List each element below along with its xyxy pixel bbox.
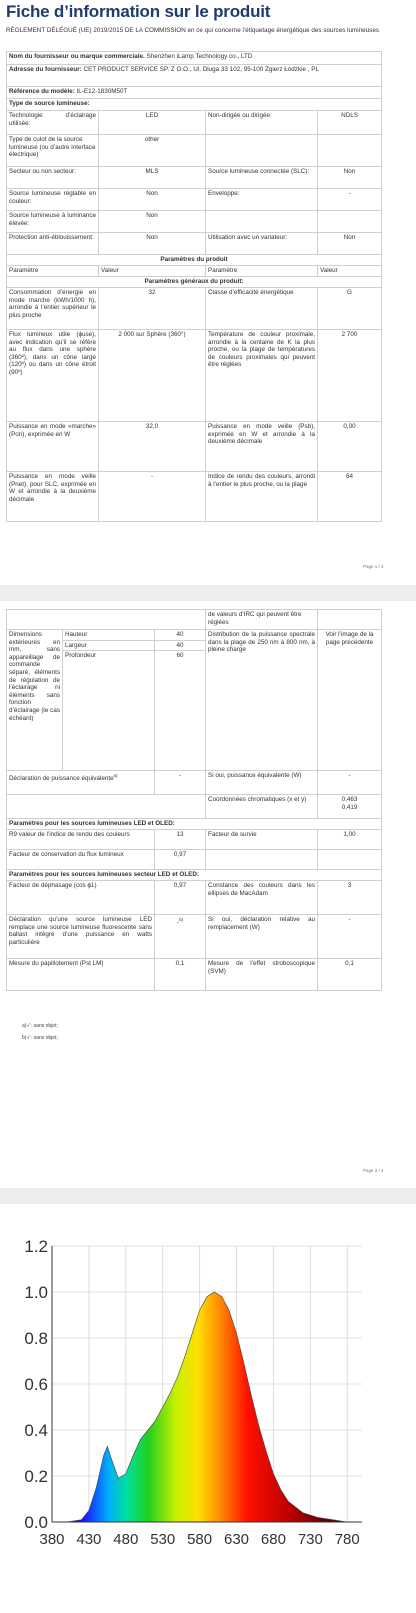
width-label: Largeur xyxy=(63,640,155,651)
height-label: Hauteur xyxy=(63,630,155,641)
supplier-name-row xyxy=(7,52,382,65)
regulation-text: RÈGLEMENT DÉLÉGUÉ (UE) 2019/2015 DE LA COMMISSION en ce qui concerne l’étiquetage énergétique des sources lumineuses xyxy=(6,27,379,34)
energy-label: Consommation d’énergie en mode marche (kWh/1000 h), arrondie à l’entier supérieur le plus proche xyxy=(7,288,99,330)
y-tick-label-4: 0.8 xyxy=(24,1329,48,1348)
x-tick-labels xyxy=(39,1531,359,1548)
mains-label: Secteur ou non secteur: xyxy=(7,167,99,189)
cct-value: 2 700 xyxy=(318,330,382,422)
strobe-label: Mesure de l’effet stroboscopique (SVM) xyxy=(206,959,318,991)
survival-value: 1,00 xyxy=(318,830,382,850)
y-tick-labels xyxy=(24,1237,48,1532)
pf-value: 0,97 xyxy=(155,881,206,915)
on-power-value: 32,0 xyxy=(99,422,206,472)
cri-value: 84 xyxy=(318,472,382,522)
x-tick-label-7: 730 xyxy=(297,1531,323,1548)
model-value: IL-E12-1830M50T xyxy=(76,88,128,95)
chroma-label: Coordonnées chromatiques (x et y) xyxy=(206,795,318,819)
product-info-table-cont xyxy=(6,609,382,991)
r9-value: 13 xyxy=(155,830,206,850)
connected-value: Non xyxy=(318,167,382,189)
spectral-distribution-chart xyxy=(0,1204,416,1608)
dimmer-value: Non xyxy=(318,233,382,255)
section-led: Paramètres pour les sources lumineuses LED et OLED: xyxy=(7,819,382,830)
flux-value: 2 000 sur Sphère (360°) xyxy=(99,330,206,422)
chroma-x: 0,463 xyxy=(341,796,358,804)
high-lum-label: Source lumineuse à luminance élevée: xyxy=(7,211,99,233)
dimensions-label: Dimensions extérieures en mm, sans appareillage de commande séparé, éléments de régulation de l’éclairage ni éléments sans fonction d’éclairage (le cas échéant) xyxy=(7,630,63,771)
flux-label: Flux lumineux utile (ϕuse), avec indication qu’il se réfère au flux dans une sphère (360º), dans un cône large (120º) ou dans un cône étroit (90º) xyxy=(7,330,99,422)
glare-value: Non xyxy=(99,233,206,255)
equiv-power-value: - xyxy=(318,771,382,795)
spd-value: Voir l’image de la page précédente xyxy=(318,630,382,771)
replace-power-value: - xyxy=(318,915,382,959)
tech-value: LED xyxy=(99,111,206,135)
product-info-table xyxy=(6,51,382,522)
macadam-value: 3 xyxy=(318,881,382,915)
maint-label: Facteur de conservation du flux lumineux xyxy=(7,850,155,870)
cap-value: other xyxy=(99,135,206,167)
height-value: 40 xyxy=(155,630,206,641)
cri-label-cont: de valeurs d’IRC qui peuvent être réglées xyxy=(206,610,318,630)
hdr-param: Paramètre xyxy=(7,266,99,277)
dimmer-label: Utilisation avec un variateur: xyxy=(206,233,318,255)
model-label: Référence du modèle: xyxy=(9,88,75,95)
section-general: Paramètres généraux du produit: xyxy=(7,277,382,288)
depth-value: 60 xyxy=(155,651,206,771)
section-mains: Paramètres pour les sources lumineuses secteur LED et OLED: xyxy=(7,870,382,881)
energy-value: 32 xyxy=(99,288,206,330)
directional-value: NDLS xyxy=(318,111,382,135)
hdr-param-2: Paramètre xyxy=(206,266,318,277)
spd-label: Distribution de la puissance spectrale dans la plage de 250 nm à 800 nm, à pleine charge xyxy=(206,630,318,771)
replace-value: -$^{b)}$ xyxy=(155,915,206,959)
section-type: Type de source lumineuse: xyxy=(7,99,382,111)
x-tick-label-2: 480 xyxy=(113,1531,139,1548)
on-power-label: Puissance en mode «marche» (Pon), exprimée en W xyxy=(7,422,99,472)
footnote-b: b)-/ : sans objet; xyxy=(22,1035,58,1041)
mains-value: MLS xyxy=(99,167,206,189)
page-number-1: Page 1 / 4 xyxy=(363,564,384,569)
page-gap-2 xyxy=(0,1188,416,1204)
y-tick-label-1: 0.2 xyxy=(24,1467,48,1486)
x-tick-label-1: 430 xyxy=(76,1531,102,1548)
y-tick-label-6: 1.2 xyxy=(24,1237,48,1256)
replace-power-label: Si oui, déclaration relative au remplacement (W) xyxy=(206,915,318,959)
color-tunable-label: Source lumineuse réglable en couleur: xyxy=(7,189,99,211)
y-tick-label-2: 0.4 xyxy=(24,1421,48,1440)
y-tick-label-5: 1.0 xyxy=(24,1283,48,1302)
model-row xyxy=(7,87,382,99)
macadam-label: Constance des couleurs dans les ellipses de MacAdam xyxy=(206,881,318,915)
standby-label: Puissance en mode veille (Psb), exprimée en W et arrondie à la deuxième décimale xyxy=(206,422,318,472)
equiv-decl-label: Déclaration de puissance équivalente$^{a)}$ xyxy=(7,771,155,795)
page-3 xyxy=(0,1204,416,1608)
glare-label: Protection anti-éblouissement: xyxy=(7,233,99,255)
replace-label: Déclaration qu’une source lumineuse LED remplace une source lumineuse fluorescente sans ballast intégré d’une puissance en watts particulière xyxy=(7,915,155,959)
tech-label: Technologie d’éclairage utilisée: xyxy=(7,111,99,135)
supplier-name: Shenzhen iLamp Technology co., LTD xyxy=(146,53,253,60)
strobe-value: 0,1 xyxy=(318,959,382,991)
section-product: Paramètres du produit xyxy=(7,255,382,266)
flicker-value: 0,1 xyxy=(155,959,206,991)
directional-label: Non-dirigée ou dirigée: xyxy=(206,111,318,135)
page-1 xyxy=(0,0,416,585)
hdr-value-2: Valeur xyxy=(318,266,382,277)
class-label: Classe d’efficacité énergétique xyxy=(206,288,318,330)
net-standby-label: Puissance en mode veille (Pnet), pour SLC, exprimée en W et arrondie à la deuxième décimale xyxy=(7,472,99,522)
cct-label: Température de couleur proximale, arrondie à la centaine de K la plus proche, ou la plage de températures de couleurs proximales qui peuvent être réglées xyxy=(206,330,318,422)
x-tick-label-8: 780 xyxy=(334,1531,360,1548)
cap-label: Type de culot de la source lumineuse (ou d’autre interface électrique) xyxy=(7,135,99,167)
pf-label: Facteur de déphasage (cos ϕ1) xyxy=(7,881,155,915)
r9-label: R9 valeur de l’indice de rendu des couleurs xyxy=(7,830,155,850)
supplier-address-label: Adresse du fournisseur: xyxy=(9,66,82,73)
supplier-address-row xyxy=(7,65,382,87)
high-lum-value: Non xyxy=(99,211,206,233)
width-value: 40 xyxy=(155,640,206,651)
supplier-name-label: Nom du fournisseur ou marque commerciale. xyxy=(9,53,145,60)
x-tick-label-6: 680 xyxy=(260,1531,286,1548)
connected-label: Source lumineuse connectée (SLC): xyxy=(206,167,318,189)
cri-label: Indice de rendu des couleurs, arrondi à l’entier le plus proche, ou la plage xyxy=(206,472,318,522)
chroma-y: 0,419 xyxy=(341,803,358,811)
y-tick-label-0: 0.0 xyxy=(24,1513,48,1532)
supplier-address: CET PRODUCT SERVICE SP. Z O.O., Ul. Dluga 33 102, 95-100 Zgierz Łódzkie , PL xyxy=(83,66,319,73)
x-tick-label-4: 580 xyxy=(187,1531,213,1548)
chroma-values xyxy=(318,795,382,819)
equiv-power-label: Si oui, puissance équivalente (W) xyxy=(206,771,318,795)
class-value: G xyxy=(318,288,382,330)
color-tunable-value: Non xyxy=(99,189,206,211)
depth-label: Profondeur xyxy=(63,651,155,771)
page-number-2: Page 2 / 4 xyxy=(363,1168,384,1173)
hdr-value: Valeur xyxy=(99,266,206,277)
standby-value: 0,00 xyxy=(318,422,382,472)
x-tick-label-5: 630 xyxy=(224,1531,250,1548)
page-gap-1 xyxy=(0,585,416,601)
maint-value: 0,97 xyxy=(155,850,206,870)
equiv-decl-value: - xyxy=(155,771,206,795)
envelope-value: - xyxy=(318,189,382,211)
survival-label: Facteur de survie xyxy=(206,830,318,850)
footnote-a: a)-/ : sans objet; xyxy=(22,1023,58,1029)
x-tick-label-0: 380 xyxy=(39,1531,65,1548)
net-standby-value: - xyxy=(99,472,206,522)
page-2 xyxy=(0,601,416,1188)
flicker-label: Mesure du papillotement (Pst LM) xyxy=(7,959,155,991)
x-tick-label-3: 530 xyxy=(150,1531,176,1548)
page-title: Fiche d’information sur le produit xyxy=(6,2,271,21)
spectrum-area xyxy=(52,1292,362,1522)
envelope-label: Enveloppe: xyxy=(206,189,318,211)
y-tick-label-3: 0.6 xyxy=(24,1375,48,1394)
